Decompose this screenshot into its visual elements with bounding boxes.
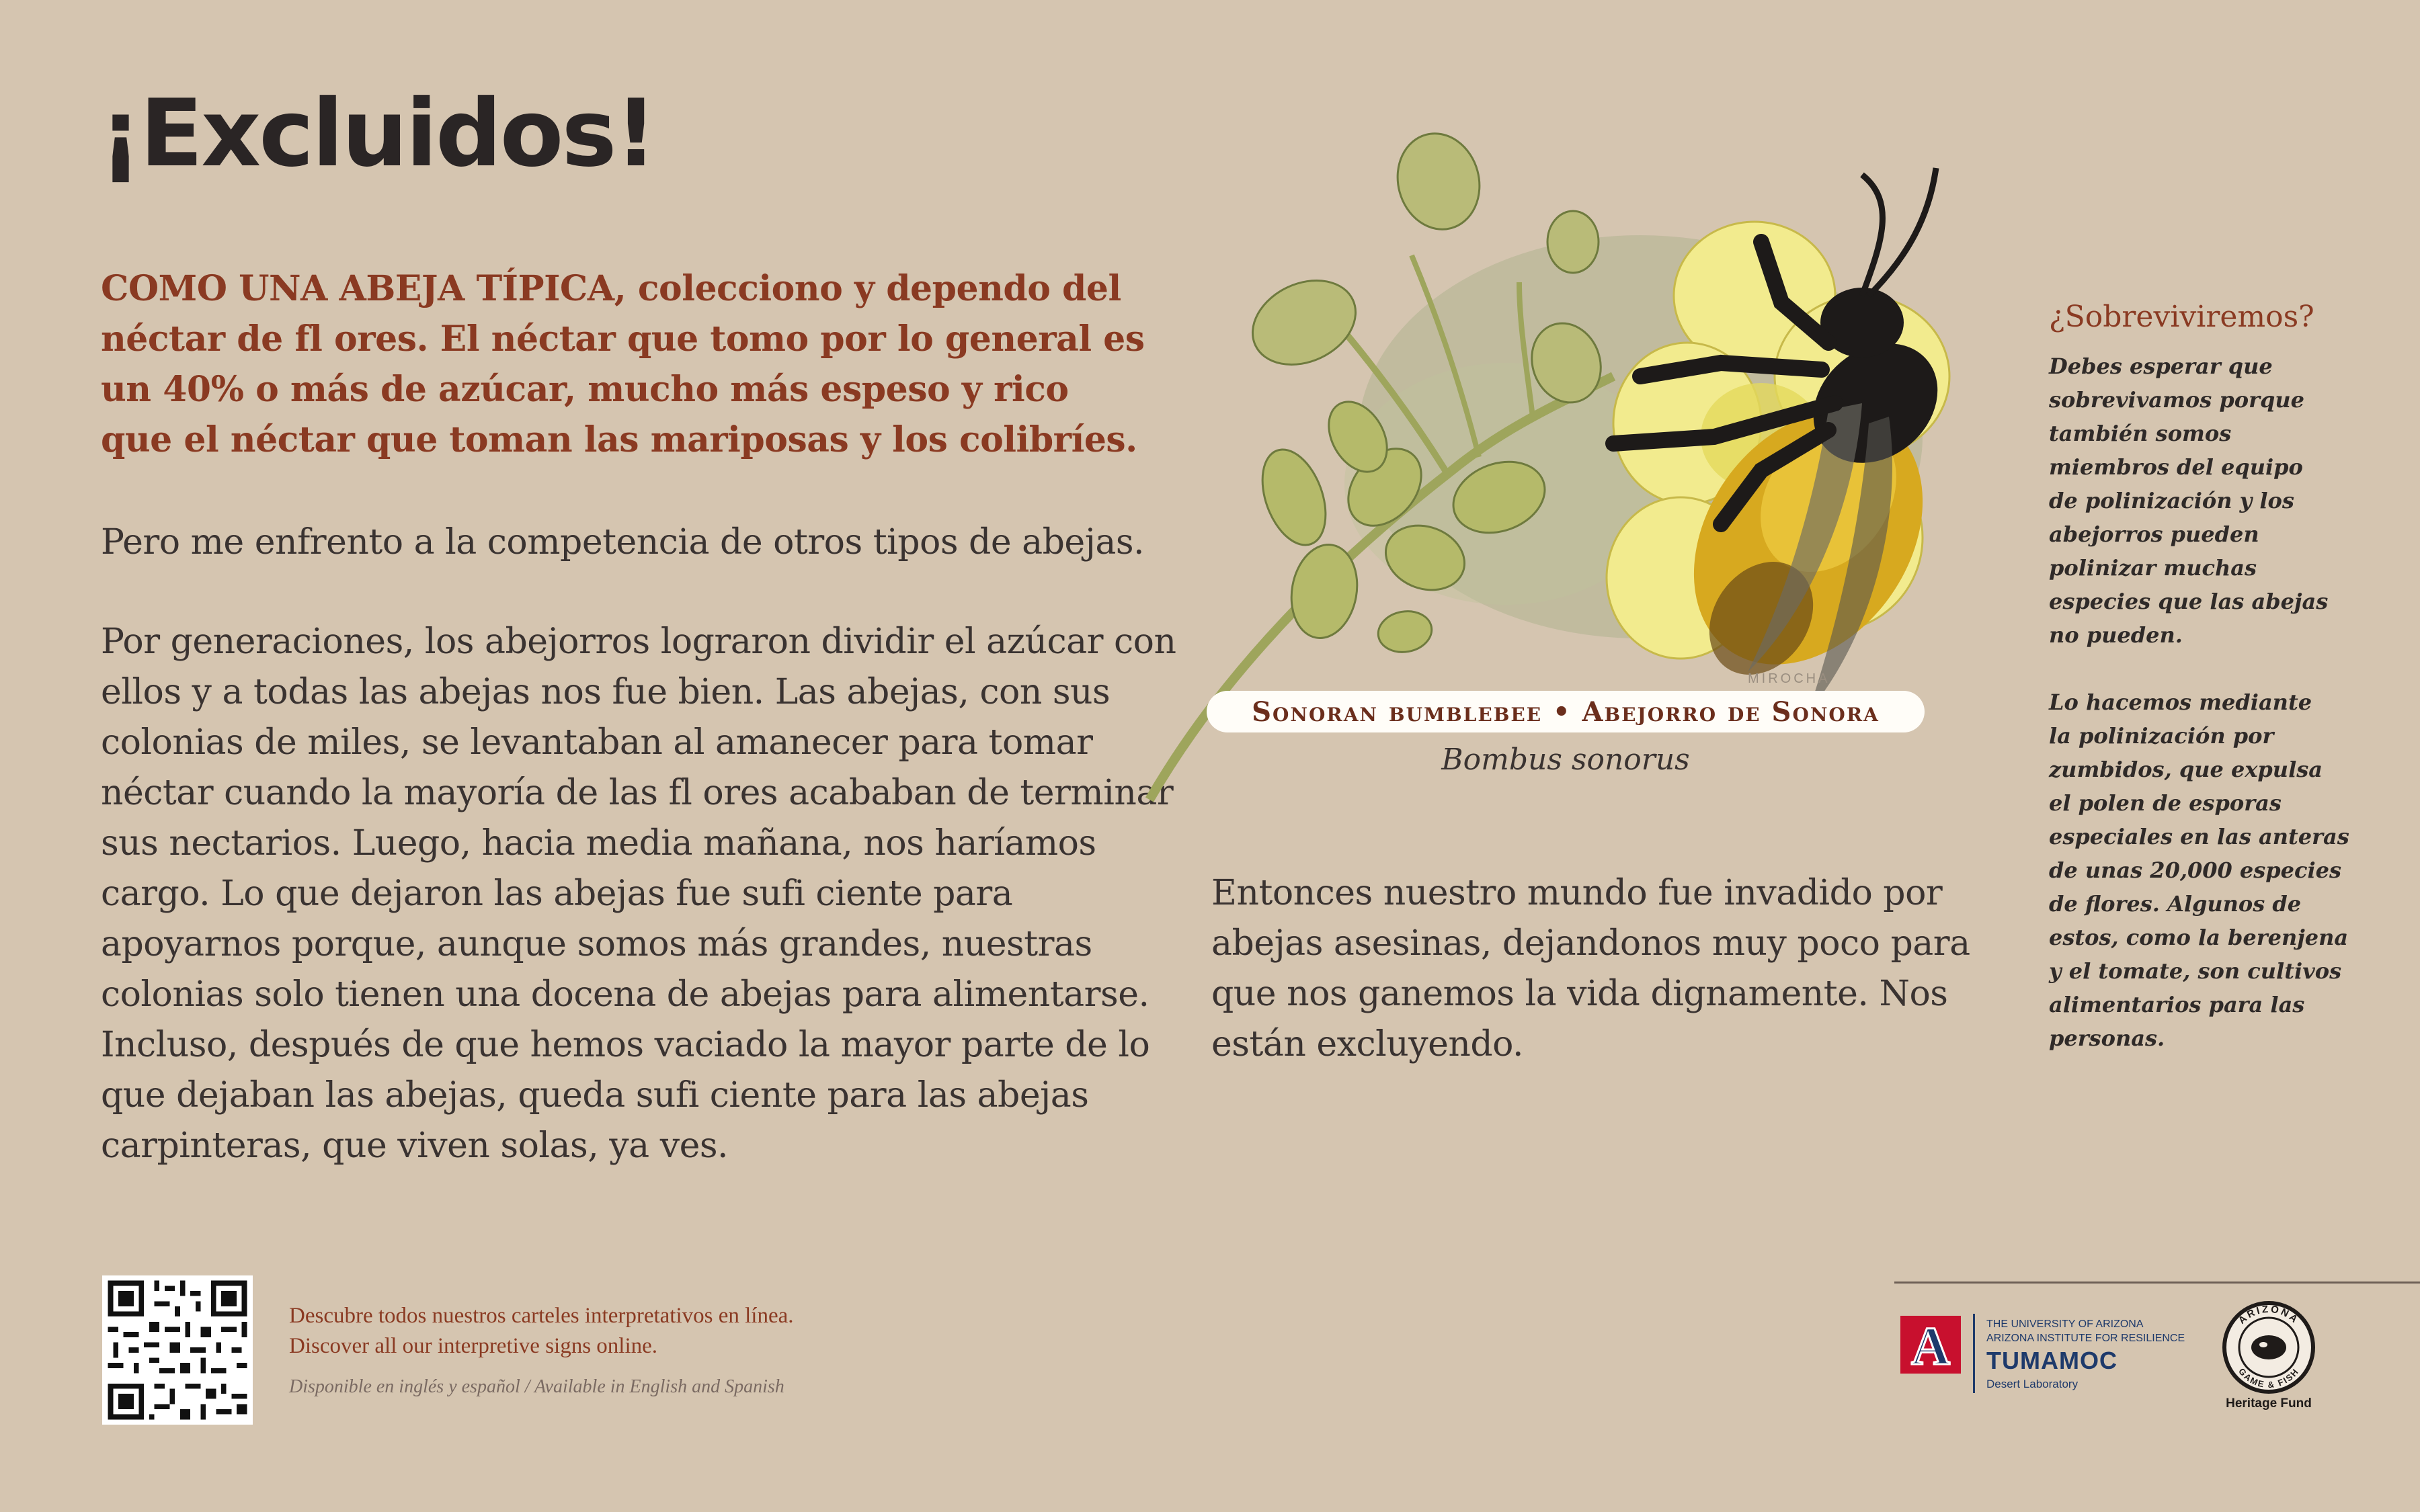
intro-paragraph: COMO UNA ABEJA TÍPICA, colecciono y dependo del néctar de fl ores. El néctar que tomo por lo general es un 40% o más de azúcar, mucho más espeso y rico que el néctar que toman las mariposas y los colibríes. [101,268,1145,460]
footer-line-spanish: Descubre todos nuestros carteles interpretativos en línea. [289,1304,794,1328]
species-caption: Sonoran bumblebee • Abejorro de Sonora [1207,691,1925,732]
footer-line-english: Discover all our interpretive signs online. [289,1334,658,1358]
qr-code[interactable] [102,1275,253,1425]
ua-name: THE UNIVERSITY OF ARIZONA [1986,1318,2144,1330]
sidebar-paragraph-1: Debes esperar que sobrevivamos porque también somos miembros del equipo de polinización y los abejorros pueden polinizar muchas especies que las abejas no pueden. [2049,353,2329,648]
page-title: ¡Excluidos! [99,79,655,187]
footer-availability: Disponible en inglés y español / Available in English and Spanish [289,1376,784,1397]
sidebar-paragraph-2: Lo hacemos mediante la polinización por zumbidos, que expulsa el polen de esporas especiales en las anteras de unas 20,000 especies de flores. Algunos de estos, como la berenjena y el tomate, son cultivos alimentarios para las personas. [2049,689,2349,1051]
body-paragraph-2: Por generaciones, los abejorros lograron dividir el azúcar con ellos y a todas las abejas nos fue bien. Las abejas, con sus colonias de miles, se levantaban al amanecer para tomar néctar cuando la mayoría de las fl ores acababan de terminar sus nectarios. Luego, hacia media mañana, nos haríamos cargo. Lo que dejaron las abejas fue sufi ciente para apoyarnos porque, aunque somos más grandes, nuestras colonias solo tienen una docena de abejas para alimentarse. Incluso, después de que hemos vaciado la mayor parte de lo que dejaban las abejas, queda sufi ciente para las abejas carpinteras, que viven solas, ya ves. [101,622,1176,1166]
ua-block-a: A [1911,1317,1950,1374]
arizona-game-and-fish-seal [2222,1300,2316,1394]
scientific-name: Bombus sonorus [1441,743,1690,777]
ua-institute: ARIZONA INSTITUTE FOR RESILIENCE [1986,1333,2185,1344]
sidebar-heading: ¿Sobreviviremos? [2049,300,2314,334]
agf-bottom-text: GAME & FISH [2236,1366,2301,1390]
university-of-arizona-logo [1897,1316,1964,1374]
logo-divider [1973,1314,1975,1393]
desert-laboratory: Desert Laboratory [1986,1378,2079,1390]
artist-signature: MIROCHA [1748,671,1830,686]
body-paragraph-1: Pero me enfrento a la competencia de otros tipos de abejas. [101,522,1145,562]
body-paragraph-3: Entonces nuestro mundo fue invadido por abejas asesinas, dejandonos muy poco para que nos ganemos la vida dignamente. Nos están excluyendo. [1211,873,1970,1064]
footer-divider [1894,1282,2420,1284]
tumamoc-wordmark: TUMAMOC [1986,1347,2118,1374]
agf-top-text: ARIZONA [2236,1303,2302,1327]
heritage-fund-label: Heritage Fund [2226,1396,2312,1411]
